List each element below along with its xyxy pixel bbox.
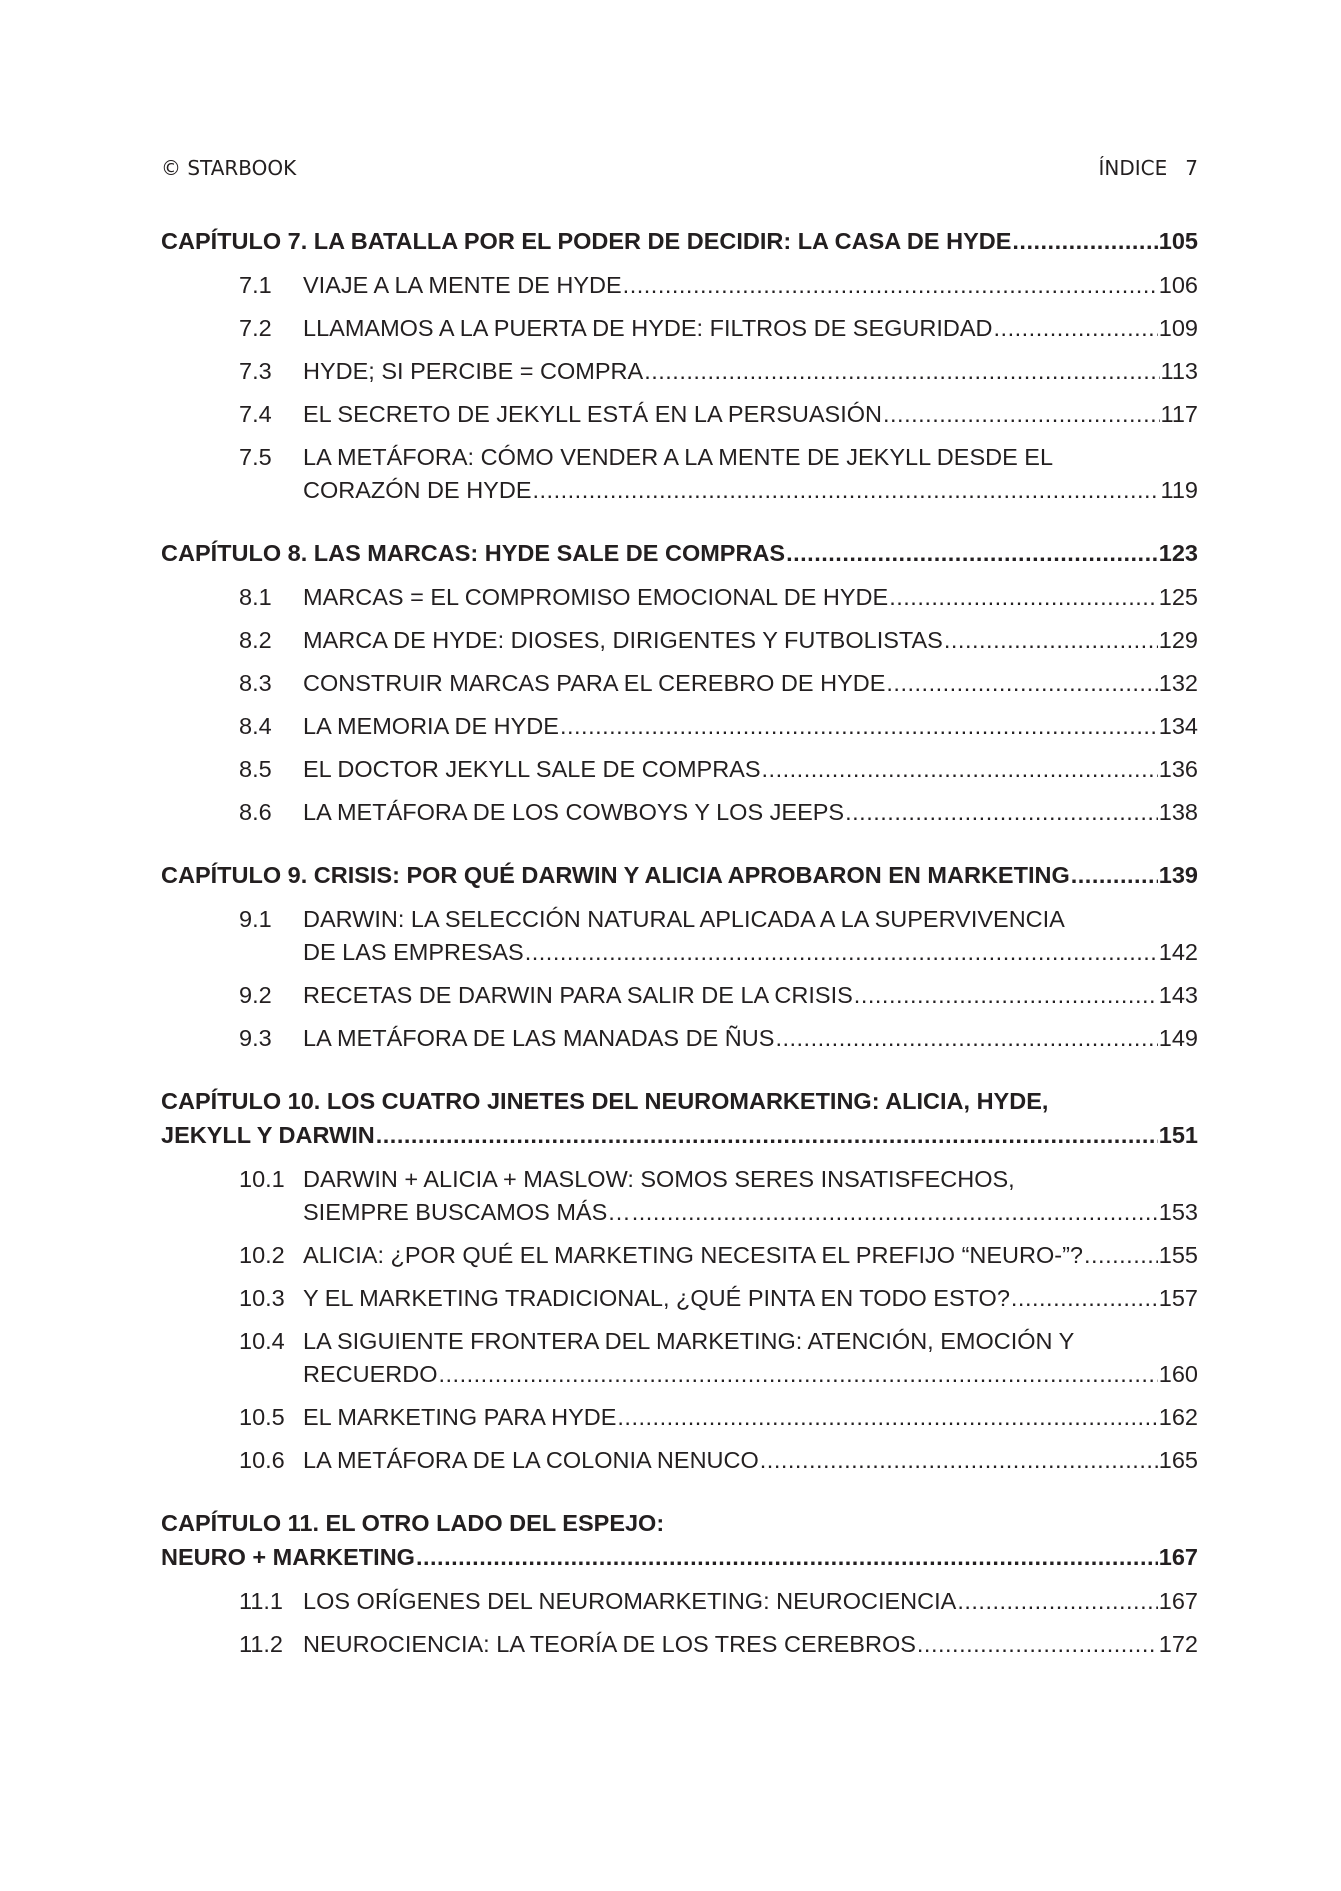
section-entry-row (303, 939, 1198, 972)
section-entry-row (303, 1361, 1198, 1394)
dot-leader (623, 272, 1158, 299)
dot-leader (416, 1544, 1158, 1571)
section-number: 8.2 (239, 627, 272, 653)
section-title-line: LA METÁFORA DE LAS MANADAS DE ÑUS (303, 1025, 775, 1051)
section-page-number: 143 (1158, 982, 1198, 1008)
header-right (1099, 156, 1199, 180)
chapter-title-line: JEKYLL Y DARWIN (161, 1122, 375, 1148)
toc-section (161, 1285, 1198, 1318)
dot-leader (760, 1447, 1158, 1474)
page-number: 7 (1185, 156, 1198, 180)
section-entry-row (303, 799, 1198, 832)
toc-section (161, 627, 1198, 660)
section-entry-row (303, 670, 1198, 703)
dot-leader (1011, 1285, 1158, 1312)
section-page-number: 136 (1158, 756, 1198, 782)
section-number: 10.5 (239, 1404, 285, 1430)
section-title-line: LA METÁFORA DE LA COLONIA NENUCO (303, 1447, 759, 1473)
section-entry-row (303, 627, 1198, 660)
section-title-line: LA MEMORIA DE HYDE (303, 713, 559, 739)
dot-leader (886, 670, 1157, 697)
section-title-line: CONSTRUIR MARCAS PARA EL CEREBRO DE HYDE (303, 670, 886, 696)
section-number: 7.3 (239, 358, 272, 384)
section-title-line: Y EL MARKETING TRADICIONAL, ¿QUÉ PINTA EN TODO ESTO? (303, 1285, 1010, 1311)
toc-section (161, 1242, 1198, 1275)
section-number: 8.4 (239, 713, 272, 739)
section-page-number: 153 (1158, 1199, 1198, 1225)
section-entry-row (303, 584, 1198, 617)
section-number: 10.1 (239, 1166, 285, 1192)
section-title-line: EL DOCTOR JEKYLL SALE DE COMPRAS (303, 756, 761, 782)
section-number: 9.1 (239, 906, 272, 932)
section-page-number: 172 (1158, 1631, 1198, 1657)
section-number: 8.3 (239, 670, 272, 696)
toc-chapter (161, 540, 1198, 574)
dot-leader (883, 401, 1160, 428)
toc-section (161, 982, 1198, 1015)
section-page-number: 106 (1158, 272, 1198, 298)
dot-leader (617, 1404, 1157, 1431)
chapter-page-number: 123 (1158, 540, 1198, 566)
toc-chapter (161, 228, 1198, 262)
section-page-number: 138 (1158, 799, 1198, 825)
section-number: 10.4 (239, 1328, 285, 1354)
toc-section (161, 315, 1198, 348)
section-page-number: 157 (1158, 1285, 1198, 1311)
chapter-entry-row (161, 540, 1198, 574)
section-title-line: NEUROCIENCIA: LA TEORÍA DE LOS TRES CEREBROS (303, 1631, 916, 1657)
section-title-line: EL MARKETING PARA HYDE (303, 1404, 617, 1430)
section-page-number: 129 (1158, 627, 1198, 653)
section-page-number: 132 (1158, 670, 1198, 696)
section-entry-row (303, 1285, 1198, 1318)
toc-section (161, 1328, 1198, 1394)
section-title-line: HYDE; SI PERCIBE = COMPRA (303, 358, 644, 384)
toc-section (161, 1588, 1198, 1621)
section-page-number: 167 (1158, 1588, 1198, 1614)
section-number: 10.2 (239, 1242, 285, 1268)
section-page-number: 160 (1158, 1361, 1198, 1387)
section-page-number: 149 (1158, 1025, 1198, 1051)
toc-section (161, 756, 1198, 789)
chapter-title-line: CAPÍTULO 8. LAS MARCAS: HYDE SALE DE COMPRAS (161, 540, 786, 566)
section-title: ÍNDICE (1098, 156, 1168, 180)
section-page-number: 113 (1160, 358, 1198, 384)
dot-leader (560, 713, 1158, 740)
toc-chapter (161, 1510, 1198, 1578)
section-title-line: RECUERDO (303, 1361, 438, 1387)
section-title-line: VIAJE A LA MENTE DE HYDE (303, 272, 622, 298)
dot-leader (1012, 228, 1157, 255)
toc-section (161, 713, 1198, 746)
dot-leader (644, 358, 1159, 385)
toc-section (161, 906, 1198, 972)
section-entry-row (303, 401, 1198, 434)
section-entry-row (303, 1447, 1198, 1480)
dot-leader (786, 540, 1158, 567)
toc-chapter (161, 862, 1198, 896)
section-entry-row (303, 358, 1198, 391)
chapter-title-line: CAPÍTULO 10. LOS CUATRO JINETES DEL NEUROMARKETING: ALICIA, HYDE, (161, 1088, 1049, 1114)
section-entry-row (303, 1025, 1198, 1058)
chapter-title-line: CAPÍTULO 9. CRISIS: POR QUÉ DARWIN Y ALICIA APROBARON EN MARKETING (161, 862, 1070, 888)
dot-leader (525, 939, 1158, 966)
chapter-page-number: 151 (1158, 1122, 1198, 1148)
toc-section (161, 401, 1198, 434)
section-title-line: MARCA DE HYDE: DIOSES, DIRIGENTES Y FUTBOLISTAS (303, 627, 943, 653)
section-page-number: 119 (1160, 477, 1198, 503)
section-number: 9.2 (239, 982, 272, 1008)
toc-section (161, 272, 1198, 305)
dot-leader (854, 982, 1158, 1009)
section-entry-row (303, 1242, 1198, 1275)
chapter-entry-row (161, 862, 1198, 896)
chapter-page-number: 139 (1158, 862, 1198, 888)
section-title-line: MARCAS = EL COMPROMISO EMOCIONAL DE HYDE (303, 584, 889, 610)
dot-leader (994, 315, 1158, 342)
chapter-entry-row (161, 1544, 1198, 1578)
section-entry-row (303, 1588, 1198, 1621)
section-title-line: ALICIA: ¿POR QUÉ EL MARKETING NECESITA EL PREFIJO “NEURO-”? (303, 1242, 1083, 1268)
section-number: 7.5 (239, 444, 272, 470)
section-page-number: 125 (1158, 584, 1198, 610)
running-header (161, 156, 1198, 188)
section-page-number: 134 (1158, 713, 1198, 739)
section-entry-row (303, 713, 1198, 746)
toc-section (161, 1404, 1198, 1437)
section-title-line: LA METÁFORA: CÓMO VENDER A LA MENTE DE JEKYLL DESDE EL (303, 444, 1054, 470)
dot-leader (775, 1025, 1157, 1052)
chapter-page-number: 167 (1158, 1544, 1198, 1570)
section-title-line: DARWIN: LA SELECCIÓN NATURAL APLICADA A LA SUPERVIVENCIA (303, 906, 1065, 932)
section-title-line: EL SECRETO DE JEKYLL ESTÁ EN LA PERSUASIÓN (303, 401, 882, 427)
section-title-line: LOS ORÍGENES DEL NEUROMARKETING: NEUROCIENCIA (303, 1588, 957, 1614)
dot-leader (762, 756, 1158, 783)
section-entry-row (303, 1631, 1198, 1664)
section-title-line: LLAMAMOS A LA PUERTA DE HYDE: FILTROS DE SEGURIDAD (303, 315, 993, 341)
dot-leader (957, 1588, 1157, 1615)
section-entry-row (303, 756, 1198, 789)
dot-leader (845, 799, 1158, 826)
publisher-label: © STARBOOK (161, 156, 297, 180)
chapter-title-line: CAPÍTULO 11. EL OTRO LADO DEL ESPEJO: (161, 1510, 665, 1536)
section-page-number: 155 (1158, 1242, 1198, 1268)
section-number: 8.6 (239, 799, 272, 825)
section-number: 8.1 (239, 584, 272, 610)
dot-leader (376, 1122, 1158, 1149)
chapter-title-line: CAPÍTULO 7. LA BATALLA POR EL PODER DE DECIDIR: LA CASA DE HYDE (161, 228, 1012, 254)
section-title-line: SIEMPRE BUSCAMOS MÁS… (303, 1199, 631, 1225)
section-title-line: LA SIGUIENTE FRONTERA DEL MARKETING: ATENCIÓN, EMOCIÓN Y (303, 1328, 1075, 1354)
chapter-title-line: NEURO + MARKETING (161, 1544, 415, 1570)
toc-section (161, 358, 1198, 391)
section-title-line: RECETAS DE DARWIN PARA SALIR DE LA CRISIS (303, 982, 853, 1008)
chapter-entry-row (161, 228, 1198, 262)
toc-section (161, 1447, 1198, 1480)
section-entry-row (303, 1404, 1198, 1437)
section-number: 10.3 (239, 1285, 285, 1311)
section-entry-row (303, 272, 1198, 305)
dot-leader (1071, 862, 1158, 889)
section-number: 10.6 (239, 1447, 285, 1473)
chapter-entry-row (161, 1122, 1198, 1156)
dot-leader (889, 584, 1158, 611)
toc-section (161, 670, 1198, 703)
dot-leader (438, 1361, 1157, 1388)
section-page-number: 162 (1158, 1404, 1198, 1430)
section-number: 11.2 (239, 1631, 283, 1657)
section-title-line: DARWIN + ALICIA + MASLOW: SOMOS SERES INSATISFECHOS, (303, 1166, 1015, 1192)
section-number: 8.5 (239, 756, 272, 782)
section-page-number: 165 (1158, 1447, 1198, 1473)
section-title-line: LA METÁFORA DE LOS COWBOYS Y LOS JEEPS (303, 799, 845, 825)
section-entry-row (303, 1199, 1198, 1232)
section-number: 7.1 (239, 272, 272, 298)
section-entry-row (303, 982, 1198, 1015)
toc-section (161, 444, 1198, 510)
dot-leader (1084, 1242, 1158, 1269)
section-page-number: 109 (1158, 315, 1198, 341)
dot-leader (533, 477, 1160, 504)
toc-section (161, 1631, 1198, 1664)
dot-leader (917, 1631, 1158, 1658)
section-number: 11.1 (239, 1588, 283, 1614)
section-number: 7.2 (239, 315, 272, 341)
table-of-contents (161, 228, 1198, 1664)
section-title-line: DE LAS EMPRESAS (303, 939, 524, 965)
section-page-number: 142 (1158, 939, 1198, 965)
section-entry-row (303, 477, 1198, 510)
toc-section (161, 584, 1198, 617)
section-number: 9.3 (239, 1025, 272, 1051)
toc-chapter (161, 1088, 1198, 1156)
dot-leader (632, 1199, 1158, 1226)
section-entry-row (303, 315, 1198, 348)
section-page-number: 117 (1160, 401, 1198, 427)
toc-section (161, 1166, 1198, 1232)
section-title-line: CORAZÓN DE HYDE (303, 477, 532, 503)
section-number: 7.4 (239, 401, 272, 427)
chapter-page-number: 105 (1158, 228, 1198, 254)
toc-section (161, 1025, 1198, 1058)
dot-leader (944, 627, 1158, 654)
toc-section (161, 799, 1198, 832)
